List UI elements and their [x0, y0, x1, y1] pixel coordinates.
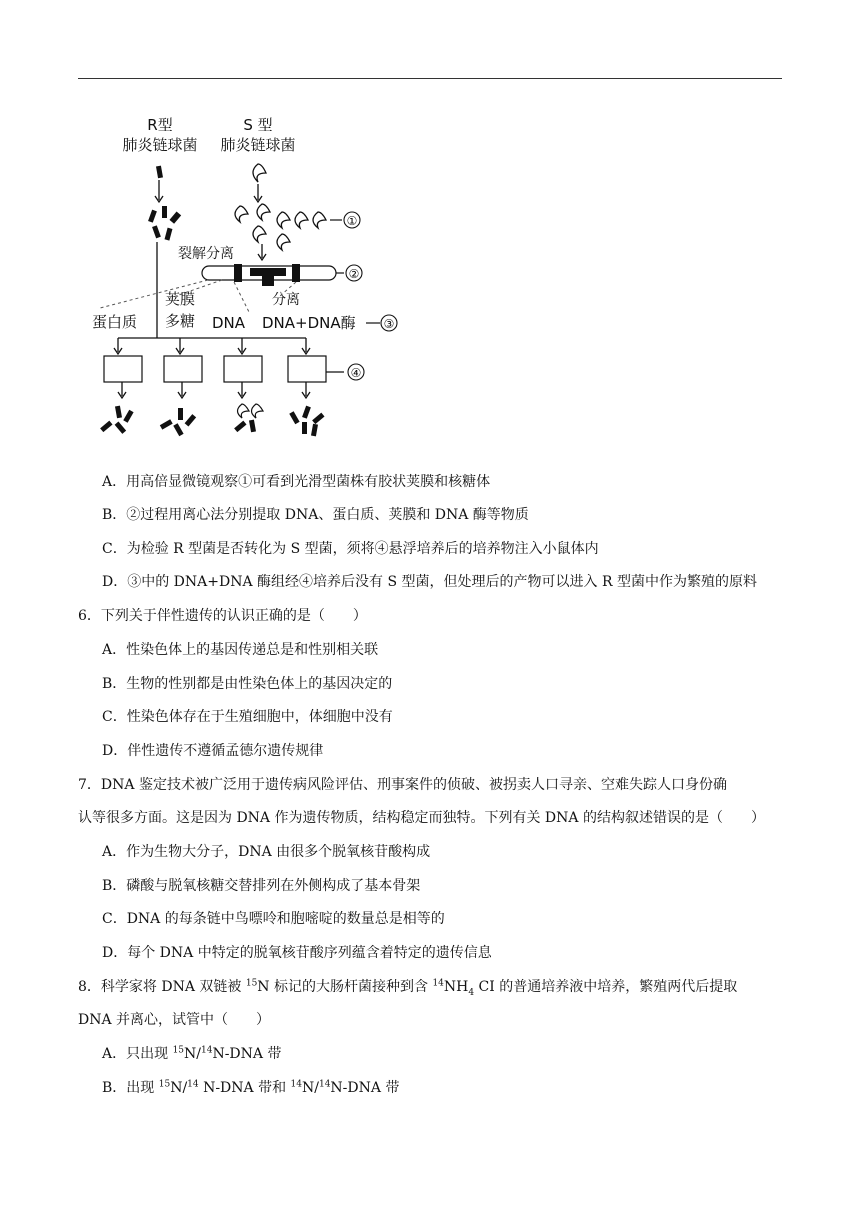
q7-stem-line1: 7．DNA 鉴定技术被广泛用于遗传病风险评估、刑事案件的侦破、被拐卖人口寻亲、空难失踪人口身份确	[78, 777, 727, 793]
q6-option-a: A．性染色体上的基因传递总是和性别相关联	[102, 642, 379, 658]
result-r-bacteria-icons	[100, 406, 324, 437]
dna-enzyme-label: DNA+DNA酶	[262, 314, 356, 332]
q6-stem: 6．下列关于伴性遗传的认识正确的是（ ）	[78, 608, 367, 624]
marker-1: ①	[346, 214, 358, 228]
q8-option-b: B．出现 $^{15}$N/$^{14}$ N-DNA 带和 $^{14}$N/$^{14}$N-DNA 带	[102, 1079, 400, 1096]
q5-option-a: A．用高倍显微镜观察①可看到光滑型菌株有胶状荚膜和核糖体	[102, 474, 491, 490]
marker-4: ④	[350, 366, 362, 380]
r-bacteria-icon	[148, 166, 181, 241]
s-type-label: S 型	[243, 116, 273, 134]
q6-option-c: C．性染色体存在于生殖细胞中，体细胞中没有	[102, 709, 393, 725]
q7-stem-line2: 认等很多方面。这是因为 DNA 作为遗传物质，结构稳定而独特。下列有关 DNA 的结构叙述错误的是（ ）	[78, 810, 765, 826]
s-type-label-2: 肺炎链球菌	[220, 136, 296, 154]
capsule-label: 荚膜	[165, 290, 196, 308]
q7-option-d: D．每个 DNA 中特定的脱氧核苷酸序列蕴含着特定的遗传信息	[102, 945, 492, 961]
q7-option-c: C．DNA 的每条链中鸟嘌呤和胞嘧啶的数量总是相等的	[102, 911, 445, 927]
q5-option-b: B．②过程用离心法分别提取 DNA、蛋白质、荚膜和 DNA 酶等物质	[102, 507, 529, 523]
polysaccharide-label: 多糖	[165, 312, 196, 330]
q6-option-d: D．伴性遗传不遵循孟德尔遗传规律	[102, 743, 324, 759]
marker-2: ②	[348, 267, 360, 281]
q6-option-b: B．生物的性别都是由性染色体上的基因决定的	[102, 676, 393, 692]
q7-option-a: A．作为生物大分子，DNA 由很多个脱氧核苷酸构成	[102, 844, 431, 860]
r-type-label: R型	[147, 116, 173, 134]
dna-label: DNA	[212, 314, 246, 332]
separate-label: 分离	[272, 292, 300, 308]
header-rule	[78, 78, 782, 79]
q8-stem-line1: 8．科学家将 DNA 双链被 $^{15}$N 标记的大肠杆菌接种到含 $^{14}NH_4$ CI 的普通培养液中培养，繁殖两代后提取	[78, 978, 738, 998]
r-type-label-2: 肺炎链球菌	[122, 136, 198, 154]
q8-option-a: A．只出现 $^{15}$N/$^{14}$N-DNA 带	[102, 1045, 282, 1062]
s-bacteria-icon	[235, 164, 326, 250]
q7-option-b: B．磷酸与脱氧核糖交替排列在外侧构成了基本骨架	[102, 878, 421, 894]
culture-boxes	[104, 356, 326, 382]
centrifuge-tube-icon	[202, 264, 336, 286]
protein-label: 蛋白质	[92, 313, 138, 331]
lysis-label: 裂解分离	[178, 246, 234, 262]
q5-option-c: C．为检验 R 型菌是否转化为 S 型菌，须将④悬浮培养后的培养物注入小鼠体内	[102, 541, 599, 557]
q8-stem-line2: DNA 并离心，试管中（ ）	[78, 1012, 271, 1028]
q5-option-d: D．③中的 DNA+DNA 酶组经④培养后没有 S 型菌，但处理后的产物可以进入 R 型菌中作为繁殖的原料	[102, 574, 757, 590]
experiment-diagram	[90, 108, 420, 448]
marker-3: ③	[383, 317, 395, 331]
griffith-experiment-figure	[90, 108, 420, 448]
